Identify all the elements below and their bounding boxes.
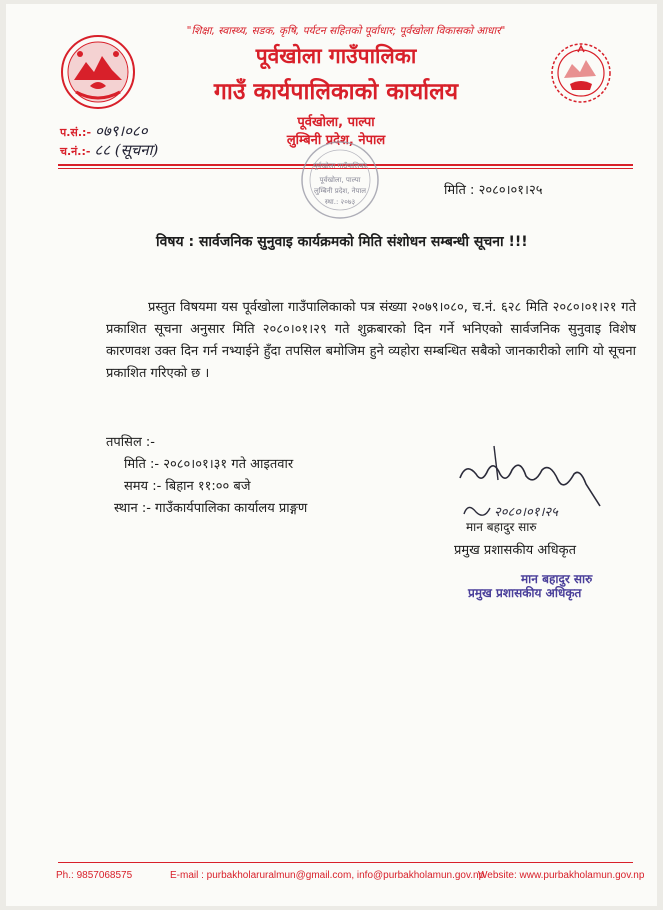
office-seal-stamp: [298, 138, 382, 222]
municipality-name: पूर्वखोला गाउँपालिका: [255, 44, 417, 68]
details-heading: तपसिल :-: [106, 435, 155, 450]
signatory-title: प्रमुख प्रशासकीय अधिकृत: [454, 543, 577, 558]
letter-number-label: प.सं.:-: [60, 126, 92, 139]
address-line-2: लुम्बिनी प्रदेश, नेपाल: [286, 133, 386, 148]
details-place: स्थान :- गाउँकार्यपालिका कार्यालय प्राङ्गण: [114, 501, 308, 516]
letter-page: [6, 4, 657, 906]
stamp-signatory-name: मान बहादुर सारु: [521, 572, 593, 586]
signature-image: [454, 440, 604, 520]
dispatch-number: [60, 140, 158, 160]
seal-line-3: लुम्बिनी प्रदेश, नेपाल: [313, 187, 367, 195]
header-motto: "शिक्षा, स्वास्थ्य, सडक, कृषि, पर्यटन सहितको पूर्वाधार; पूर्वखोला विकासको आधार": [186, 25, 506, 37]
letter-subject: विषय : सार्वजनिक सुनुवाइ कार्यक्रमको मिति संशोधन सम्बन्धी सूचना !!!: [156, 234, 528, 250]
letter-body: प्रस्तुत विषयमा यस पूर्वखोला गाउँपालिकाको पत्र संख्या २०७९।०८०, च.नं. ६२८ मिति २०८०।०१।२१ गते प्रकाशित सूचना अनुसार मिति २०८०।०१।२९ गते शुक्रबारको दिन गर्ने भनिएको सार्वजनिक सुनुवाइ विशेष कारणवश उक्त दिन गर्न नभ्याईने हुँदा तपसिल बमोजिम हुने व्यहोरा सम्बन्धित सबैको जानकारीको लागि यो सूचना प्रकाशित गरिएको छ ।: [106, 300, 636, 381]
dispatch-number-value: ८८ (सूचना): [94, 141, 159, 159]
footer-website: Website: www.purbakholamun.gov.np: [478, 870, 645, 881]
footer-phone: Ph.: 9857068575: [56, 870, 133, 881]
seal-line-2: पूर्वखोला, पाल्पा: [319, 176, 361, 184]
seal-line-1: पूर्वखोला गाउँपालिका: [313, 162, 367, 170]
letter-date: मिति : २०८०।०१।२५: [444, 183, 543, 198]
dispatch-number-label: च.नं.:-: [60, 145, 91, 158]
municipality-logo-icon: [550, 38, 612, 108]
details-date: मिति :- २०८०।०१।३१ गते आइतवार: [124, 457, 294, 472]
footer-email: E-mail : purbakholaruralmun@gmail.com, info@purbakholamun.gov.np: [170, 870, 485, 881]
office-name: गाउँ कार्यपालिकाको कार्यालय: [213, 79, 459, 105]
stamp-signatory-title: प्रमुख प्रशासकीय अधिकृत: [468, 586, 582, 600]
seal-line-4: स्था.: २०७३: [324, 198, 356, 206]
letter-number-value: ०७९।०८०: [95, 122, 148, 140]
nepal-emblem-icon: [60, 34, 136, 110]
details-time: समय :- बिहान ११:०० बजे: [124, 479, 251, 494]
signatory-name: मान बहादुर सारु: [466, 520, 537, 534]
address-line-1: पूर्वखोला, पाल्पा: [297, 115, 375, 130]
letter-number: [60, 121, 148, 141]
signature-handwritten-date: २०८०।०१।२५: [494, 505, 558, 520]
footer-divider: [58, 862, 633, 863]
